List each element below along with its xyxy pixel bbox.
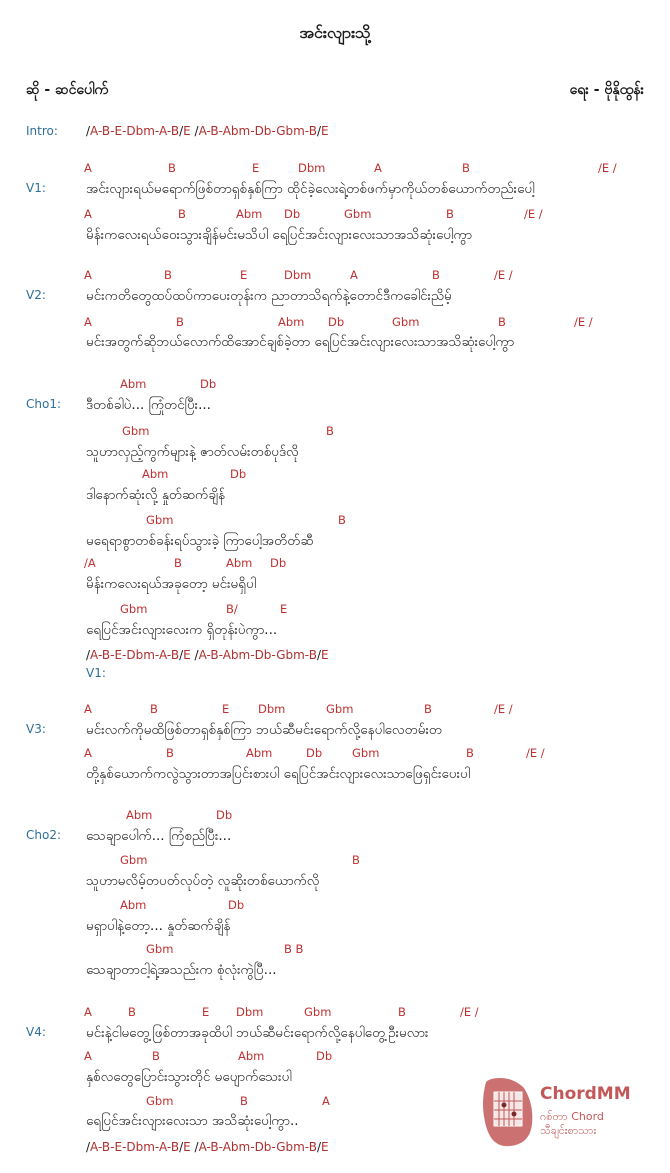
chord: Db bbox=[230, 467, 247, 481]
chord: /E / bbox=[494, 268, 513, 282]
chord: A bbox=[322, 1094, 330, 1108]
chord: A bbox=[350, 268, 358, 282]
chord: B bbox=[152, 1049, 160, 1063]
chord: B bbox=[240, 1094, 248, 1108]
chord-line bbox=[0, 207, 670, 223]
outro-chord-seq: E bbox=[183, 1140, 191, 1154]
chord: A bbox=[84, 1005, 92, 1019]
chord: A bbox=[84, 268, 92, 282]
chord: /E / bbox=[598, 161, 617, 175]
chord: E bbox=[202, 1005, 210, 1019]
chord: /E / bbox=[494, 702, 513, 716]
lyric-line: မရှာပါနဲ့တော့... နှုတ်ဆက်ချိန် bbox=[86, 918, 231, 934]
logo-tagline bbox=[540, 1110, 604, 1138]
chord-line bbox=[0, 808, 670, 824]
chord: B bbox=[176, 315, 184, 329]
chord: A bbox=[374, 161, 382, 175]
lyric-line: အင်းလျားရယ်မရောက်ဖြစ်တာရှစ်နှစ်ကြာ ထိုင်ခဲ့လေးရဲ့တစ်ဖက်မှာကိုယ်တစ်ယောက်တည်းပေါ့ bbox=[86, 181, 535, 197]
chord-line bbox=[0, 161, 670, 177]
chord: Db bbox=[216, 808, 233, 822]
chord: A bbox=[84, 1049, 92, 1063]
chord-line bbox=[0, 602, 670, 618]
chord: Gbm bbox=[304, 1005, 332, 1019]
chord: B bbox=[352, 853, 360, 867]
section-label-v3: V3: bbox=[26, 722, 46, 736]
chord: B/ bbox=[226, 602, 238, 616]
lyric-line: မင်းကတိတွေထပ်ထပ်ကာပေးတုန်းက ညာတာသိရက်နဲ့တောင်ဒီကခေါင်းညိမ့် bbox=[86, 288, 452, 304]
slash: / bbox=[179, 124, 184, 138]
chord: Dbm bbox=[284, 268, 312, 282]
interlude-chord-seq: A-B-E-Dbm-A-B bbox=[90, 648, 180, 662]
logo-tagline-line: ဂစ်တာ Chord bbox=[540, 1110, 604, 1123]
chord: Db bbox=[316, 1049, 333, 1063]
lyric-line: သူဟာမလိမ့်တပတ်လုပ်တဲ့ လူဆိုးတစ်ယောက်လို bbox=[86, 873, 320, 889]
chord: A bbox=[84, 161, 92, 175]
chord: Gbm bbox=[352, 746, 380, 760]
chord-line bbox=[0, 467, 670, 483]
chord: Db bbox=[228, 898, 245, 912]
chord: Gbm bbox=[146, 1094, 174, 1108]
chord-line bbox=[0, 942, 670, 958]
section-label-v1: V1: bbox=[26, 181, 46, 195]
writer-credit: ရေး - ဗိုနိုထွန်း bbox=[569, 82, 644, 98]
chord: B bbox=[128, 1005, 136, 1019]
chord: Abm bbox=[226, 556, 253, 570]
chord: Db bbox=[328, 315, 345, 329]
singer-credit: ဆို - ဆင်ပေါက် bbox=[26, 82, 109, 98]
chord-line bbox=[0, 702, 670, 718]
chord: B bbox=[338, 513, 346, 527]
chord-line bbox=[0, 1005, 670, 1021]
song-title: အင်းလျားသို့ bbox=[299, 23, 371, 42]
chord: /E / bbox=[460, 1005, 479, 1019]
slash: / bbox=[316, 648, 321, 662]
chord: E bbox=[280, 602, 288, 616]
chord-line bbox=[0, 746, 670, 762]
slash: / bbox=[179, 1140, 184, 1154]
section-label-v4: V4: bbox=[26, 1025, 46, 1039]
outro-chord-seq: A-B-E-Dbm-A-B bbox=[90, 1140, 180, 1154]
lyric-line: မရေရာစွာတစ်ခန်းရပ်သွားခဲ့ ကြာပေါ့အတိတ်ဆီ bbox=[86, 533, 314, 549]
chord-line bbox=[0, 556, 670, 572]
section-label-cho1: Cho1: bbox=[26, 397, 62, 411]
chord: /A bbox=[84, 556, 96, 570]
slash: / bbox=[194, 648, 199, 662]
chord: B bbox=[164, 268, 172, 282]
chord: B bbox=[498, 315, 506, 329]
interlude-chord-seq: E bbox=[183, 648, 191, 662]
lyric-line: မိန်းကလေးရယ်ဝေးသွားချိန်မင်းမသိပါ ရေပြင်အင်းလျားလေးသာအသိဆုံးပေါ့ကွာ bbox=[86, 227, 473, 243]
intro-chord-seq: A-B-E-Dbm-A-B bbox=[90, 124, 180, 138]
chord: Abm bbox=[126, 808, 153, 822]
lyric-line: မိန်းကလေးရယ်အခုတော့ မင်းမရှိပါ bbox=[86, 576, 257, 592]
chord: Dbm bbox=[298, 161, 326, 175]
lyric-line: မင်းအတွက်ဆိုဘယ်လောက်ထိအောင်ချစ်ခဲ့တာ ရေပြင်အင်းလျားလေးသာအသိဆုံးပေါ့ကွာ bbox=[86, 334, 515, 350]
chord: Gbm bbox=[344, 207, 372, 221]
section-repeat-v1: V1: bbox=[86, 666, 106, 680]
chord: Abm bbox=[142, 467, 169, 481]
chord-line bbox=[0, 853, 670, 869]
section-label-v2: V2: bbox=[26, 288, 46, 302]
chord-line bbox=[0, 377, 670, 393]
chord: B bbox=[174, 556, 182, 570]
chord: Gbm bbox=[146, 513, 174, 527]
lyric-line: တို့နှစ်ယောက်ကလွဲသွားတာအပြင်းစားပါ ရေပြင်အင်းလျားလေးသာဖြေရှင်းပေးပါ bbox=[86, 766, 471, 782]
chord: E bbox=[222, 702, 230, 716]
chord: B bbox=[398, 1005, 406, 1019]
chord-line bbox=[0, 315, 670, 331]
intro-chord-seq: A-B-Abm-Db-Gbm-B bbox=[198, 124, 317, 138]
chord: Abm bbox=[278, 315, 305, 329]
slash: / bbox=[316, 124, 321, 138]
lyric-line: ရေပြင်အင်းလျားလေးက ရှိတုန်းပဲကွာ... bbox=[86, 622, 278, 638]
interlude-chord-seq: A-B-Abm-Db-Gbm-B bbox=[198, 648, 317, 662]
chord: Gbm bbox=[146, 942, 174, 956]
chord: B bbox=[168, 161, 176, 175]
chord: Dbm bbox=[258, 702, 286, 716]
lyric-line: သေချာတာငါ့ရဲ့အသည်းက စုံလုံးကွဲပြီ... bbox=[86, 962, 277, 978]
chord: Db bbox=[284, 207, 301, 221]
chord: B bbox=[432, 268, 440, 282]
interlude-chords bbox=[86, 648, 329, 662]
lyric-line: ဒီတစ်ခါပဲ... ကြုံတင်ပြီး... bbox=[86, 397, 211, 413]
chordmm-logo bbox=[476, 1074, 656, 1154]
chord: Db bbox=[306, 746, 323, 760]
lyric-line: နှစ်လတွေပြောင်းသွားတိုင် မပျောက်သေးပါ bbox=[86, 1069, 292, 1085]
chord: B bbox=[446, 207, 454, 221]
lyric-line: ဒါနောက်ဆုံးလို့ နှုတ်ဆက်ချိန် bbox=[86, 487, 225, 503]
chord: Abm bbox=[246, 746, 273, 760]
chord: E bbox=[240, 268, 248, 282]
chord-line bbox=[0, 1049, 670, 1065]
chord: E bbox=[252, 161, 260, 175]
chord: Gbm bbox=[392, 315, 420, 329]
chord: B bbox=[466, 746, 474, 760]
chord: B bbox=[178, 207, 186, 221]
chord: A bbox=[84, 207, 92, 221]
chord: Db bbox=[200, 377, 217, 391]
chord: B bbox=[326, 424, 334, 438]
slash: / bbox=[194, 124, 199, 138]
lyric-line: ရေပြင်အင်းလျားလေးသာ အသိဆုံးပေါ့ကွာ.. bbox=[86, 1113, 299, 1129]
chord: Gbm bbox=[326, 702, 354, 716]
chord: Gbm bbox=[122, 424, 150, 438]
chord: B bbox=[462, 161, 470, 175]
logo-tagline-line: သီချင်းစာသား bbox=[540, 1124, 597, 1137]
guitar-chord-icon bbox=[476, 1074, 536, 1152]
slash: / bbox=[86, 124, 91, 138]
slash: / bbox=[86, 648, 91, 662]
outro-chord-seq: A-B-Abm-Db-Gbm-B bbox=[198, 1140, 317, 1154]
chord: Gbm bbox=[120, 853, 148, 867]
intro-chords bbox=[86, 124, 329, 138]
outro-chords bbox=[86, 1140, 329, 1154]
slash: / bbox=[316, 1140, 321, 1154]
outro-chord-seq: E bbox=[320, 1140, 329, 1154]
intro-chord-seq: E bbox=[320, 124, 329, 138]
chord-line bbox=[0, 268, 670, 284]
chord: A bbox=[84, 702, 92, 716]
chord: Dbm bbox=[236, 1005, 264, 1019]
slash: / bbox=[194, 1140, 199, 1154]
lyric-line: သေချာပေါက်... ကြံစည်ပြီး... bbox=[86, 828, 232, 844]
chord: Abm bbox=[120, 898, 147, 912]
chord: Abm bbox=[238, 1049, 265, 1063]
logo-name: ChordMM bbox=[540, 1084, 631, 1104]
chord: Db bbox=[270, 556, 287, 570]
chord: B bbox=[150, 702, 158, 716]
chord: B bbox=[424, 702, 432, 716]
chord: Abm bbox=[120, 377, 147, 391]
intro-chord-seq: E bbox=[183, 124, 191, 138]
chord: A bbox=[84, 315, 92, 329]
lyric-line: မင်းလက်ကိုမထိဖြစ်တာရှစ်နှစ်ကြာ ဘယ်ဆီမင်းရောက်လို့နေပါလေတမ်းတ bbox=[86, 722, 443, 738]
chord-line bbox=[0, 898, 670, 914]
chord: B B bbox=[284, 942, 304, 956]
section-label-intro: Intro: bbox=[26, 124, 58, 138]
slash: / bbox=[86, 1140, 91, 1154]
slash: / bbox=[179, 648, 184, 662]
chord: Abm bbox=[236, 207, 263, 221]
chord: /E / bbox=[524, 207, 543, 221]
chord: B bbox=[166, 746, 174, 760]
chord: /E / bbox=[574, 315, 593, 329]
chord: Gbm bbox=[120, 602, 148, 616]
chord: /E / bbox=[526, 746, 545, 760]
chord-line bbox=[0, 424, 670, 440]
interlude-chord-seq: E bbox=[320, 648, 329, 662]
lyric-line: မင်းနဲ့ငါမတွေ့ဖြစ်တာအခုထိပါ ဘယ်ဆီမင်းရောက်လို့နေပါတွေ့ဦးမလား bbox=[86, 1025, 429, 1041]
section-label-cho2: Cho2: bbox=[26, 828, 62, 842]
chord-line bbox=[0, 513, 670, 529]
lyric-line: သူဟာလှည့်ကွက်များနဲ့ ဇာတ်လမ်းတစ်ပုဒ်လို bbox=[86, 444, 299, 460]
chord: A bbox=[84, 746, 92, 760]
